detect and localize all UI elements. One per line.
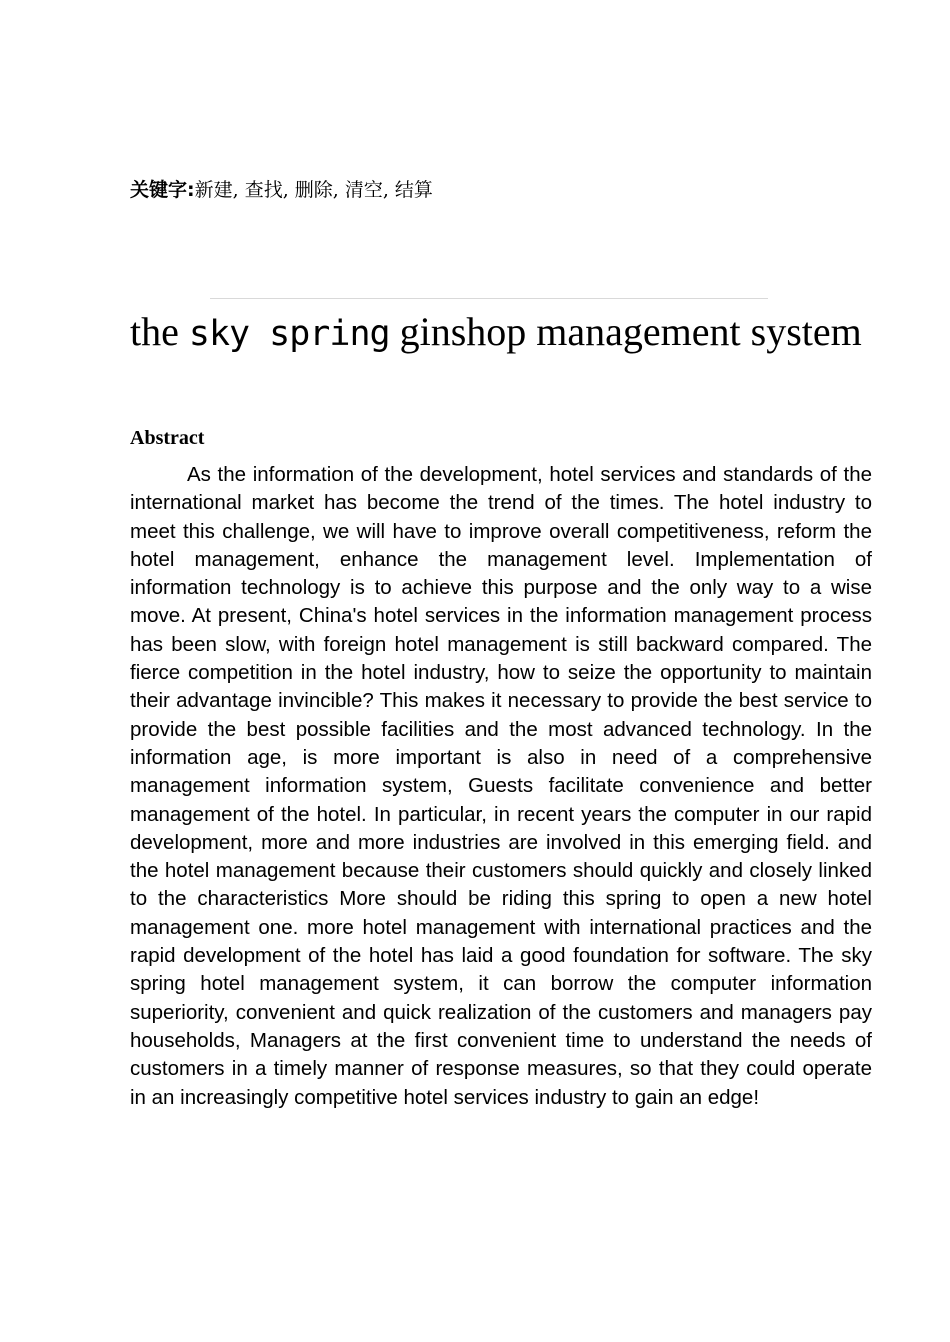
abstract-heading: Abstract (130, 427, 205, 449)
page-title (130, 306, 890, 360)
keywords-line (130, 176, 433, 204)
abstract-body: As the information of the development, hotel services and standards of the international market has become the trend of the times. The hotel industry to meet this challenge, we will have to improve overall competitiveness, reform the hotel management, enhance the management level. Implementation of information technology is to achieve this purpose and the only way to a wise move. At present, China's hotel services in the information management process has been slow, with foreign hotel management is still backward compared. The fierce competition in the hotel industry, how to seize the opportunity to maintain their advantage invincible? This makes it necessary to provide the best service to provide the best possible facilities and the most advanced technology. In the information age, is more important is also in need of a comprehensive management information system, Guests facilitate convenience and better management of the hotel. In particular, in recent years the computer in our rapid development, more and more industries are involved in this emerging field. and the hotel management because their customers should quickly and closely linked to the characteristics More should be riding this spring to open a new hotel management one. more hotel management with international practices and the rapid development of the hotel has laid a good foundation for software. The sky spring hotel management system, it can borrow the computer information superiority, convenient and quick realization of the customers and managers pay households, Managers at the first convenient time to understand the needs of customers in a timely manner of response measures, so that they could operate in an increasingly competitive hotel services industry to gain an edge! (130, 463, 872, 1109)
keywords-values: 新建, 查找, 删除, 清空, 结算 (194, 179, 433, 201)
title-divider (210, 298, 768, 299)
title-sky-spring: sky spring (188, 314, 390, 354)
title-suffix: ginshop management system (389, 309, 862, 354)
keywords-label: 关键字: (130, 179, 195, 201)
title-prefix: the (130, 309, 189, 354)
